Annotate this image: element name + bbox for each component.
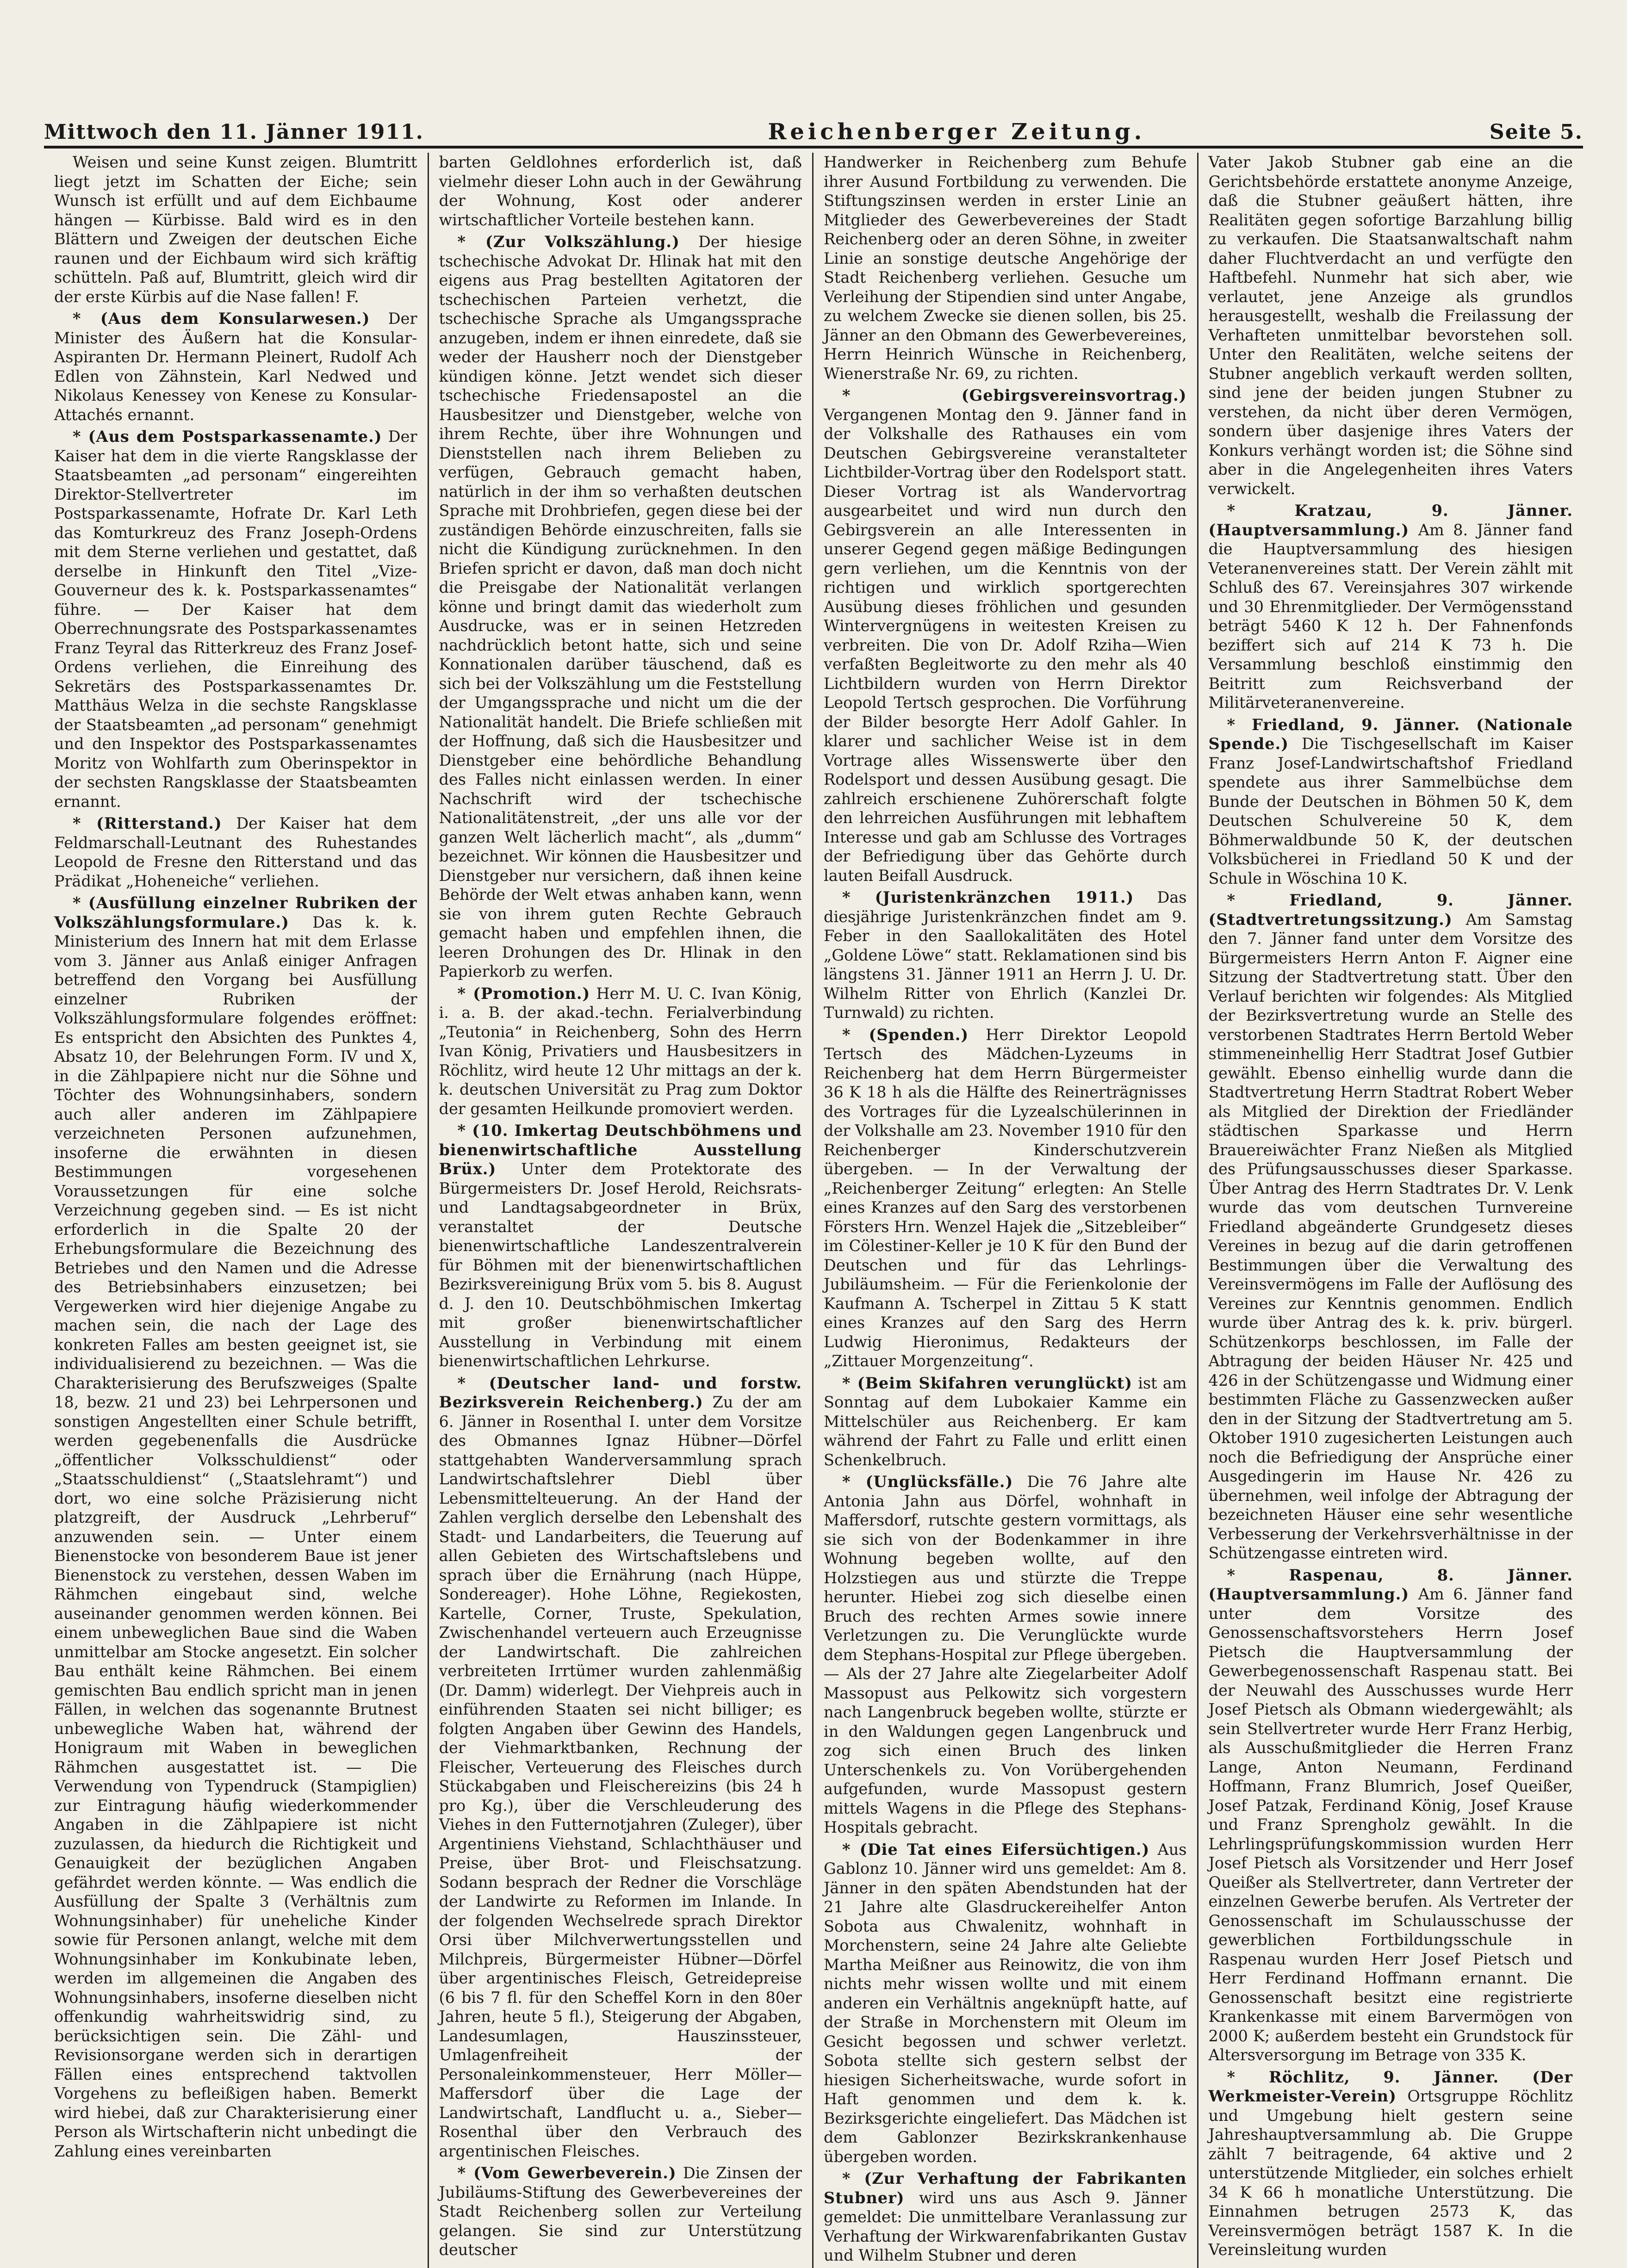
article-text: Handwerker in Reichenberg zum Behufe ihrer Ausund Fortbildung zu verwenden. Die Stiftungszinsen werden in erster Linie an Mitglieder des Gewerbevereines der Stadt Reichenberg oder an deren Söhne, in zweiter Linie an sonstige deutsche Angehörige der Stadt Reichenberg verliehen. Gesuche um Verleihung der Stipendien sind unter Angabe, zu welchem Zwecke sie dienen sollen, bis 25. Jänner an den Obmann des Gewerbevereines, Herrn Heinrich Wünsche in Reichenberg, Wienerstraße Nr. 69, zu richten. bbox=[824, 153, 1187, 383]
article-text: Ortsgruppe Röchlitz und Umgebung hielt gestern seine Jahreshauptversammlung ab. Die Gruppe zählt 7 beitragende, 64 aktive und 2 unterstützende Mitglieder, ein solches erhielt 34 K 66 h monatliche Unterstützung. Die Einnahmen betrugen 2573 K, das Vereinsvermögen beträgt 1587 K. In die Vereinsleitung wurden bbox=[1208, 2087, 1573, 2259]
article-text: Unter dem Protektorate des Bürgermeisters Dr. Josef Herold, Reichsrats- und Landtagsabgeordneter in Brüx, veranstaltet der Deutsche bienenwirtschaftliche Landeszentralverein für Böhmen mit der bienenwirtschaftlichen Bezirksvereinigung Brüx vom 5. bis 8. August d. J. den 10. Deutschböhmischen Imkertag mit großer bienenwirtschaftlicher Ausstellung in Verbindung mit einem bienenwirtschaftlichen Lehrkurse. bbox=[439, 1160, 802, 1370]
article-text: Der hiesige tschechische Advokat Dr. Hlinak hat mit den eigens aus Prag bestellten Agitatoren der tschechischen Parteien verhetzt, die tschechische Sprache als Umgangssprache anzugeben, indem er ihnen einredete, daß sie weder der Hausherr noch der Dienstgeber kündigen könne. Jetzt wendet sich dieser tschechische Friedensapostel an die Hausbesitzer und Dienstgeber, welche von ihrem Rechte, über ihre Wohnungen und Dienststellen nach ihrem Belieben zu verfügen, Gebrauch gemacht haben, natürlich in der ihm so verhaßten deutschen Sprache mit Drohbriefen, gegen diese bei der zuständigen Behörde einzuschreiten, falls sie nicht die Kündigung zurücknehmen. In den Briefen spricht er davon, daß man doch nicht die Preisgabe der Nationalität verlangen könne und bringt damit das wiederholt zum Ausdrucke, was er in seinen Hetzreden nachdrücklich betont hatte, sich und seine Konnationalen darüber täuschend, daß es sich bei der Volkszählung um die Feststellung der Umgangssprache und nicht um die der Nationalität handelt. Die Briefe schließen mit der Hoffnung, daß sich die Hausbesitzer und Dienstgeber eine behördliche Behandlung des Falles nicht einlassen werden. In einer Nachschrift wird der tschechische Nationalitätenstreit, „der uns alle vor der ganzen Welt lächerlich macht“, als „dumm“ bezeichnet. Wir können die Hausbesitzer und Dienstgeber nur versichern, daß ihnen keine Behörde der Welt etwas anhaben kann, wenn sie von ihrem guten Rechte Gebrauch gemacht haben und empfehlen ihnen, die leeren Drohungen des Dr. Hlinak in den Papierkorb zu werfen. bbox=[439, 233, 802, 980]
article-paragraph bbox=[824, 386, 1187, 885]
article-heading: * (Gebirgsvereinsvortrag.) bbox=[842, 386, 1187, 404]
column-2 bbox=[429, 153, 814, 2268]
article-text: Aus Gablonz 10. Jänner wird uns gemeldet: Am 8. Jänner in den späten Abendstunden hat der 21 Jahre alte Glasdruckereihelfer Anton Sobota aus Chwalenitz, wohnhaft in Morchenstern, seine 24 Jahre alte Geliebte Martha Meißner aus Reinowitz, die von ihm nichts mehr wissen wollte und mit einem anderen ein Verhältnis angeknüpft hatte, auf der Straße in Morchenstern mit Oleum im Gesicht begossen und schwer verletzt. Sobota stellte sich gestern selbst der hiesigen Sicherheitswache, wurde sofort in Haft genommen und dem k. k. Bezirksgerichte eingeliefert. Das Mädchen ist dem Gablonzer Bezirkskrankenhause übergeben worden. bbox=[824, 1840, 1187, 2166]
article-text: Die Tischgesellschaft im Kaiser Franz Josef-Landwirtschaftshof Friedland spendete aus ihrer Sammelbüchse dem Bunde der Deutschen in Böhmen 50 K, dem Deutschen Schulvereine 50 K, dem Böhmerwaldbunde 50 K, der deutschen Volksbücherei in Friedland 50 K und der Schule in Wöschina 10 K. bbox=[1208, 735, 1573, 887]
article-paragraph bbox=[1209, 715, 1573, 888]
article-heading: * (Aus dem Konsularwesen.) bbox=[73, 310, 370, 328]
issue-date: Mittwoch den 11. Jänner 1911. bbox=[44, 120, 424, 144]
article-text: Der Minister des Äußern hat die Konsular-Aspiranten Dr. Hermann Pleinert, Rudolf Ach Edlen von Zähnstein, Karl Nedwed und Nikolaus Kenessey von Kenese zu Konsular-Attachés ernannt. bbox=[54, 310, 417, 424]
article-paragraph bbox=[439, 2163, 802, 2260]
article-text: Das k. k. Ministerium des Innern hat mit dem Erlasse vom 3. Jänner aus Anlaß einiger Anfragen betreffend den Vorgang bei Ausfüllung einzelner Rubriken der Volkszählungsformulare folgendes eröffnet: Es entspricht den Absichten des Punktes 4, Absatz 10, der Belehrungen Form. IV und X, in die Zählpapiere nicht nur die Söhne und Töchter des Wohnungsinhabers, sondern auch aller anderen im Zählpapiere verzeichneten Personen aufzunehmen, insoferne die erwähnten in diesen Bestimmungen vorgesehenen Voraussetzungen für eine solche Verzeichnung gegeben sind. — Es ist nicht erforderlich in die Spalte 20 der Erhebungsformulare die Bezeichnung des Betriebes und den Namen und die Adresse des Betriebsinhabers einzusetzen; bei Vergewerken wird hier diejenige Angabe zu machen sein, die nach der Lage des konkreten Falles am besten geeignet ist, sie individualisierend zu bezeichnen. — Was die Charakterisierung des Berufszweiges (Spalte 18, bezw. 21 und 23) bei Lehrpersonen und sonstigen Angestellten einer Schule betrifft, werden gegebenenfalls die Ausdrücke „öffentlicher Volksschuldienst“ oder „Staatsschuldienst“ („Staatslehramt“) und dort, wo eine solche Präzisierung nicht platzgreift, der Ausdruck „Lehrberuf“ anzuwenden sein. — Unter einem Bienenstocke von besonderem Baue ist jener Bienenstock zu verstehen, dessen Waben im Rähmchen eingebaut sind, welche auseinander genommen werden können. Bei einem unbeweglichen Baue sind die Waben unmittelbar am Stocke angesetzt. Ein solcher Bau enthält keine Rähmchen. Bei einem gemischten Bau endlich spricht man in jenen Fällen, in welchen das sogenannte Brutnest unbewegliche Waben hat, während der Honigraum mit Waben in beweglichen Rähmchen ausgestattet ist. — Die Verwendung von Typendruck (Stampiglien) zur Eintragung häufig wiederkommender Angaben in die Zählpapiere ist nicht zuzulassen, da hiedurch die Richtigkeit und Genauigkeit der bezüglichen Angaben gefährdet werden könnte. — Was endlich die Ausfüllung der Spalte 3 (Verhältnis zum Wohnungsinhaber) für uneheliche Kinder sowie für Personen anlangt, welche mit dem Wohnungsinhaber im Konkubinate leben, werden im allgemeinen die Angaben des Wohnungsinhabers, insoferne dieselben nicht offenkundig wahrheitswidrig sind, zu berücksichtigen sein. Die Zähl- und Revisionsorgane werden sich in derartigen Fällen eines entsprechend taktvollen Vorgehens zu befleißigen haben. Bemerkt wird hiebei, daß zur Charakterisierung einer Person als Wirtschafterin nicht unbedingt die Zahlung eines vereinbarten bbox=[54, 913, 417, 2160]
article-heading: * Kratzau, 9. Jänner. (Hauptversammlung.) bbox=[1208, 502, 1573, 539]
article-text: Am Samstag den 7. Jänner fand unter dem Vorsitze des Bürgermeisters Herrn Anton F. Aigner eine Sitzung der Stadtvertretung statt. Über den Verlauf berichten wir folgendes: Als Mitglied der Bezirksvertretung wurde an Stelle des verstorbenen Stadtrates Herrn Bertold Weber stimmeneinhellig Herr Stadtrat Josef Gutbier gewählt. Ebenso einhellig wurde dann die Stadtvertretung Herrn Stadtrat Robert Weber als Mitglied der Direktion der Friedländer städtischen Sparkasse und Herrn Brauereiwächter Franz Nießen als Mitglied des Prüfungsausschusses dieser Sparkasse. Über Antrag des Herrn Stadtrates Dr. V. Lenk wurde das vom deutschen Turnvereine Friedland abgeänderte Grundgesetz dieses Vereines in bezug auf die darin getroffenen Bestimmungen über die Verwaltung des Vereinsvermögens im Falle der Auflösung des Vereines zur Kenntnis genommen. Endlich wurde über Antrag des k. k. priv. bürgerl. Schützenkorps beschlossen, im Falle der Abtragung der beiden Häuser Nr. 425 und 426 in der Schützengasse und Widmung einer bestimmten Fläche zu Gassenzwecken außer den in der Sitzung der Stadtvertretung am 5. Oktober 1910 zugesicherten Leistungen auch noch die Befriedigung der Ansprüche einer Ausgedingerin im Hause Nr. 426 zu übernehmen, weil infolge der Abtragung der bezeichneten Häuser eine sehr wesentliche Verbesserung der Verkehrsverhältnisse in der Schützengasse eintreten wird. bbox=[1208, 910, 1573, 1562]
article-heading: * (Die Tat eines Eifersüchtigen.) bbox=[842, 1840, 1150, 1859]
page-number: Seite 5. bbox=[1489, 120, 1583, 144]
article-text: Die Zinsen der Jubiläums-Stiftung des Gewerbevereines der Stadt Reichenberg sollen zur Verteilung gelangen. Sie sind zur Unterstützung deutscher bbox=[439, 2164, 802, 2259]
column-1 bbox=[44, 153, 429, 2268]
article-text: wird uns aus Asch 9. Jänner gemeldet: Die unmittelbare Veranlassung zur Verhaftung der Wirkwarenfabrikanten Gustav und Wilhelm Stubner und deren bbox=[824, 2188, 1187, 2264]
article-heading: * (Aus dem Postsparkassenamte.) bbox=[73, 428, 382, 446]
article-paragraph bbox=[824, 1374, 1187, 1470]
article-paragraph bbox=[54, 309, 417, 424]
article-heading: * Friedland, 9. Jänner. (Nationale Spende.) bbox=[1208, 715, 1573, 753]
article-heading: * (Zur Volkszählung.) bbox=[457, 233, 680, 251]
article-heading: * (Spenden.) bbox=[842, 1025, 969, 1044]
article-paragraph bbox=[1209, 153, 1573, 498]
article-paragraph bbox=[54, 153, 417, 306]
article-text: Weisen und seine Kunst zeigen. Blumtritt liegt jetzt im Schatten der Eiche; sein Wunsch ist erfüllt und auf dem Eichbaume hängen — Kürbisse. Bald wird es in den Blättern und Zweigen der deutschen Eiche raunen und der Eichbaum wird sich kräftig schütteln. Paß auf, Blumtritt, gleich wird dir der erste Kürbis auf die Nase fallen! F. bbox=[54, 153, 417, 306]
column-4 bbox=[1199, 153, 1584, 2268]
article-paragraph bbox=[439, 232, 802, 981]
article-text: Vergangenen Montag den 9. Jänner fand in der Volkshalle des Rathauses ein vom Deutschen Gebirgsvereine veranstalteter Lichtbilder-Vortrag über den Rodelsport statt. Dieser Vortrag ist als Wandervortrag ausgearbeitet und wird nun durch den Gebirgsverein an alle Interessenten in unserer Gegend gegen mäßige Bedingungen gern verliehen, um die Kenntnis von der richtigen und wirklich sportgerechten Ausübung dieses fröhlichen und gesunden Wintervergnügens in weitesten Kreisen zu verbreiten. Die von Dr. Adolf Rziha—Wien verfaßten Begleitworte zu den mehr als 40 Lichtbildern wurden von Herrn Direktor Leopold Tertsch gesprochen. Die Vorführung der Bilder besorgte Herr Adolf Gahler. In klarer und sachlicher Weise ist in dem Vortrage alles Wissenswerte über den Rodelsport und dessen Ausübung gesagt. Die zahlreich erschienene Zuhörerschaft folgte den lehrreichen Ausführungen mit lebhaftem Interesse und gab am Schlusse des Vortrages der Befriedigung über das Gehörte durch lauten Beifall Ausdruck. bbox=[824, 405, 1187, 885]
article-text: Der Kaiser hat dem Feldmarschall-Leutnant des Ruhestandes Leopold de Fresne den Ritterstand und das Prädikat „Hoheneiche“ verliehen. bbox=[54, 814, 417, 890]
newspaper-title: Reichenberger Zeitung. bbox=[768, 119, 1146, 145]
article-text: Herr Direktor Leopold Tertsch des Mädchen-Lyzeums in Reichenberg hat dem Herrn Bürgermeister 36 K 18 h als die Hälfte des Reinerträgnisses des Vortrages für die Lyzealschülerinnen in der Volkshalle am 23. November 1910 für den Reichenberger Kinderschutzverein übergeben. — In der Verwaltung der „Reichenberger Zeitung“ erlegten: An Stelle eines Kranzes auf den Sarg des verstorbenen Försters Hrn. Wenzel Hajek die „Sitzebleiber“ im Cölestiner-Keller je 10 K für den Bund der Deutschen und für das Lehrlings-Jubiläumsheim. — Für die Ferienkolonie der Kaufmann A. Tscherpel in Zittau 5 K statt eines Kranzes auf den Sarg des Herrn Ludwig Hieronimus, Redakteurs der „Zittauer Morgenzeitung“. bbox=[824, 1025, 1187, 1370]
article-heading: * (Beim Skifahren verunglückt) bbox=[842, 1374, 1133, 1392]
article-columns bbox=[44, 153, 1583, 2264]
article-paragraph bbox=[824, 1025, 1187, 1371]
article-heading: * (Unglücksfälle.) bbox=[842, 1473, 1013, 1491]
article-paragraph bbox=[439, 1374, 802, 2161]
article-heading: * (Ausfüllung einzelner Rubriken der Volkszählungsformulare.) bbox=[54, 894, 417, 931]
article-heading: * (Vom Gewerbeverein.) bbox=[457, 2164, 677, 2182]
column-3 bbox=[814, 153, 1199, 2268]
article-text: Die 76 Jahre alte Antonia Jahn aus Dörfel, wohnhaft in Maffersdorf, rutschte gestern vormittags, als sie sich von der Bodenkammer in ihre Wohnung begeben wollte, auf den Holzstiegen aus und stürzte die Treppe herunter. Hiebei zog sich dieselbe einen Bruch des rechten Armes sowie innere Verletzungen zu. Die Verunglückte wurde dem Stephans-Hospital zur Pflege übergeben. — Als der 27 Jahre alte Ziegelarbeiter Adolf Massopust aus Pelkowitz sich vorgestern nach Langenbruck begeben wollte, stürzte er in den Waldungen gegen Langenbruck und zog sich einen Bruch des linken Unterschenkels zu. Von Vorübergehenden aufgefunden, wurde Massopust gestern mittels Wagens in die Pflege des Stephans-Hospitals gebracht. bbox=[824, 1473, 1187, 1836]
article-paragraph bbox=[1209, 2068, 1573, 2260]
article-paragraph bbox=[439, 984, 802, 1119]
article-heading: * (10. Imkertag Deutschböhmens und bienenwirtschaftliche Ausstellung Brüx.) bbox=[439, 1122, 802, 1178]
article-text: Das diesjährige Juristenkränzchen findet am 9. Feber in den Saallokalitäten des Hotel „Goldene Löwe“ statt. Reklamationen sind bis längstens 31. Jänner 1911 an Herrn J. U. Dr. Wilhelm Ritter von Ehrlich (Kanzlei Dr. Turnwald) zu richten. bbox=[824, 888, 1187, 1022]
article-heading: * (Deutscher land- und forstw. Bezirksverein Reichenberg.) bbox=[439, 1374, 802, 1411]
article-paragraph bbox=[1209, 1566, 1573, 2065]
article-paragraph bbox=[824, 1472, 1187, 1837]
article-heading: * (Ritterstand.) bbox=[73, 814, 222, 832]
article-paragraph bbox=[1209, 501, 1573, 713]
article-text: Am 8. Jänner fand die Hauptversammlung des hiesigen Veteranenvereines statt. Der Verein zählt mit Schluß des 67. Vereinsjahres 307 wirkende und 30 Ehrenmitglieder. Der Vermögensstand beträgt 5460 K 12 h. Der Fahnenfonds beziffert sich auf 214 K 73 h. Die Versammlung beschloß einstimmig den Beitritt zum Reichsverband der Militärveteranenvereine. bbox=[1208, 521, 1573, 712]
article-text: Der Kaiser hat dem in die vierte Rangsklasse der Staatsbeamten „ad personam“ eingereihten Direktor-Stellvertreter im Postsparkassenamte, Hofrate Dr. Karl Leth das Komturkreuz des Franz Joseph-Ordens mit dem Sterne verliehen und gestattet, daß derselbe in Hinkunft den Titel „Vize-Gouverneur des k. k. Postsparkassenamtes“ führe. — Der Kaiser hat dem Oberrechnungsrate des Postsparkassenamtes Franz Teyral das Ritterkreuz des Franz Josef-Ordens verliehen, die Einreihung des Sekretärs des Postsparkassenamtes Dr. Matthäus Welza in die sechste Rangsklasse der Staatsbeamten „ad personam“ genehmigt und den Inspektor des Postsparkassenamtes Moritz von Wohlfarth zum Oberinspektor in der sechsten Rangsklasse der Staatsbeamten ernannt. bbox=[54, 428, 417, 811]
article-heading: * (Juristenkränzchen 1911.) bbox=[842, 888, 1134, 906]
article-paragraph bbox=[439, 1121, 802, 1371]
article-text: Am 6. Jänner fand unter dem Vorsitze des Genossenschaftsvorstehers Herrn Josef Pietsch die Hauptversammlung der Gewerbegenossenschaft Raspenau statt. Bei der Neuwahl des Ausschusses wurde Herr Josef Pietsch als Obmann wiedergewählt; als sein Stellvertreter wurde Herr Franz Herbig, als Ausschußmitglieder die Herren Franz Lange, Anton Neumann, Ferdinand Hoffmann, Franz Blumrich, Josef Queißer, Josef Patzak, Ferdinand König, Josef Krause und Franz Sprengholz gewählt. In die Lehrlingsprüfungskommission wurden Herr Josef Pietsch als Vorsitzender und Herr Josef Queißer als Stellvertreter, dann Vertreter der einzelnen Gewerbe berufen. Als Vertreter der Genossenschaft im Schulausschusse der gewerblichen Fortbildungsschule in Raspenau wurden Herr Josef Pietsch und Herr Ferdinand Hoffmann ernannt. Die Genossenschaft besitzt eine registrierte Krankenkasse mit einem Barvermögen von 2000 K; außerdem besteht ein Grundstock für Altersversorgung im Betrage von 335 K. bbox=[1208, 1585, 1573, 2064]
article-heading: * Friedland, 9. Jänner. (Stadtvertretungssitzung.) bbox=[1208, 891, 1573, 929]
article-text: barten Geldlohnes erforderlich ist, daß vielmehr dieser Lohn auch in der Gewährung der Wohnung, Kost oder anderer wirtschaftlicher Vorteile bestehen kann. bbox=[439, 153, 802, 229]
article-paragraph bbox=[1209, 891, 1573, 1563]
article-text: ist am Sonntag auf dem Lubokaier Kamme ein Mittelschüler aus Reichenberg. Er kam während der Fahrt zu Falle und erlitt einen Schenkelbruch. bbox=[824, 1374, 1187, 1469]
masthead bbox=[44, 118, 1583, 149]
article-heading: * Röchlitz, 9. Jänner. (Der Werkmeister-Verein) bbox=[1208, 2068, 1573, 2105]
article-text: Vater Jakob Stubner gab eine an die Gerichtsbehörde erstattete anonyme Anzeige, daß die Stubner geäußert hätten, ihre Realitäten gegen sofortige Barzahlung billig zu verkaufen. Die Staatsanwaltschaft nahm daher Fluchtverdacht an und verfügte den Haftbefehl. Nunmehr hat sich aber, wie verlautet, jene Anzeige als grundlos herausgestellt, weshalb die Freilassung der Verhafteten unmittelbar bevorstehen soll. Unter den Realitäten, welche seitens der Stubner angeblich verkauft werden sollten, sind jene der beiden jungen Stubner zu verstehen, da nicht über deren Vermögen, sondern über dasjenige ihres Vaters der Konkurs verhängt worden ist; die Söhne sind aber in die Angelegenheiten ihres Vaters verwickelt. bbox=[1208, 153, 1573, 498]
article-paragraph bbox=[824, 1840, 1187, 2167]
article-paragraph bbox=[54, 893, 417, 2161]
article-paragraph bbox=[824, 2169, 1187, 2265]
article-paragraph bbox=[54, 427, 417, 811]
article-paragraph bbox=[824, 153, 1187, 383]
article-heading: * (Zur Verhaftung der Fabrikanten Stubner) bbox=[824, 2169, 1187, 2207]
article-paragraph bbox=[439, 153, 802, 229]
article-heading: * Raspenau, 8. Jänner. (Hauptversammlung.) bbox=[1208, 1566, 1573, 1603]
article-paragraph bbox=[824, 888, 1187, 1022]
article-paragraph bbox=[54, 814, 417, 891]
article-text: Zu der am 6. Jänner in Rosenthal I. unter dem Vorsitze des Obmannes Ignaz Hübner—Dörfel stattgehabten Wanderversammlung sprach Landwirtschaftslehrer Diebl über Lebensmittelteuerung. An der Hand der Zahlen verglich derselbe den Lebenshalt des Stadt- und Landarbeiters, die Teuerung auf allen Gebieten des Wirtschaftslebens und sprach über die Ernährung (nach Hüppe, Sondereager). Hohe Löhne, Regiekosten, Kartelle, Corner, Truste, Spekulation, Zwischenhandel verteuern auch Erzeugnisse der Landwirtschaft. Die zahlreichen verbreiteten Irrtümer wurden zahlenmäßig (Dr. Damm) widerlegt. Der Viehpreis auch in einführenden Staaten sei nicht billiger; es folgten Angaben über Gewinn des Handels, der Viehmarktbanken, Rechnung der Fleischer, Verteuerung des Fleisches durch Stückabgaben und Fleischereizins (bis 24 h pro Kg.), über die Verschleuderung des Viehes in den Futternotjahren (Zuleger), über Argentiniens Viehstand, Schlachthäuser und Preise, über Brot- und Fleischsatzung. Sodann besprach der Redner die Vorschläge der Landwirte zu Reformen im Inlande. In der folgenden Wechselrede sprach Direktor Orsi über Milchverwertungsstellen und Milchpreis, Bürgermeister Hübner—Dörfel über argentinisches Fleisch, Getreidepreise (6 bis 7 fl. für den Scheffel Korn in den 80er Jahren, heute 5 fl.), Steigerung der Abgaben, Landesumlagen, Hauszinssteuer, Umlagenfreiheit der Personaleinkommensteuer, Herr Möller—Maffersdorf über die Lage der Landwirtschaft, Landflucht u. a., Sieber—Rosenthal über den Verbrauch des argentinischen Fleisches. bbox=[439, 1393, 802, 2160]
article-heading: * (Promotion.) bbox=[457, 984, 590, 1003]
article-text: Herr M. U. C. Ivan König, i. a. B. der akad.-techn. Ferialverbindung „Teutonia“ in Reichenberg, Sohn des Herrn Ivan König, Privatiers und Hausbesitzers in Röchlitz, wird heute 12 Uhr mittags an der k. k. deutschen Universität zu Prag zum Doktor der gesamten Heilkunde promoviert werden. bbox=[439, 984, 802, 1118]
